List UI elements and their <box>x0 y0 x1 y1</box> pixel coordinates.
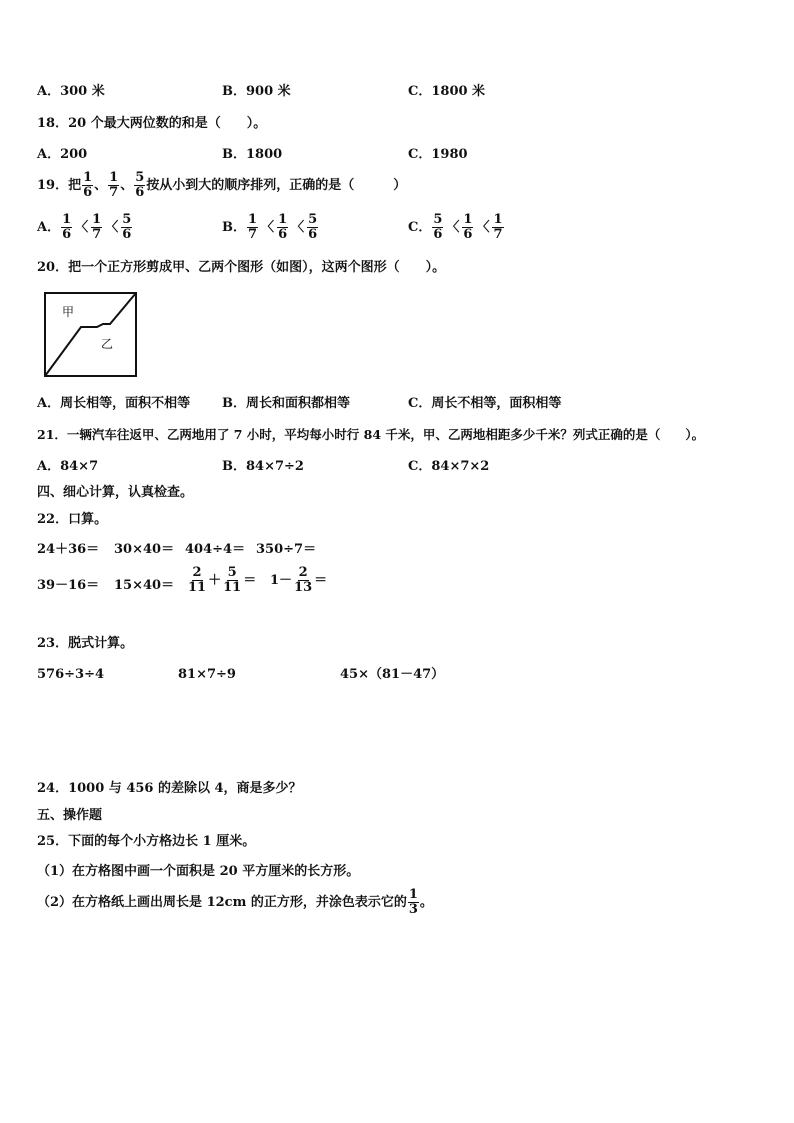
equals-sign: ＝ <box>243 572 257 588</box>
fraction: $\frac{5}{11}$ <box>223 565 242 595</box>
fraction: $\frac{1}{6}$ <box>278 212 288 242</box>
fraction: $\frac{1}{6}$ <box>62 212 72 242</box>
q18-option-b: B．1800 <box>222 147 283 162</box>
section-5-heading: 五、操作题 <box>37 808 103 823</box>
q22-item: 350÷7＝ <box>256 542 317 557</box>
q22-item: 39－16＝ <box>37 578 100 593</box>
fraction: $\frac{1}{3}$ <box>408 887 418 917</box>
part-2-text: （2）在方格纸上画出周长是 12cm 的正方形，并涂色表示它的 <box>37 894 407 910</box>
q19-fraction: $\frac{1}{7}$ <box>109 170 119 200</box>
fraction: $\frac{2}{13}$ <box>294 565 313 595</box>
q19-option-b <box>222 213 319 242</box>
q18-option-a: A．200 <box>37 147 88 162</box>
q20-option-b: B．周长和面积都相等 <box>222 396 350 411</box>
q21-option-b: B．84×7÷2 <box>222 459 304 474</box>
fraction: $\frac{2}{11}$ <box>188 565 207 595</box>
q23-item: 45×（81－47） <box>340 667 445 682</box>
fraction: $\frac{1}{7}$ <box>493 212 503 242</box>
q21-stem: 21．一辆汽车往返甲、乙两地用了 7 小时，平均每小时行 84 千米，甲、乙两地相距多少千米？列式正确的是（ ）。 <box>37 427 705 442</box>
q19-option-c <box>408 213 505 242</box>
fraction: $\frac{1}{7}$ <box>92 212 102 242</box>
q23-stem: 23．脱式计算。 <box>37 636 134 651</box>
q22-fraction-sum <box>186 566 256 595</box>
q22-stem: 22．口算。 <box>37 512 108 527</box>
less-than-sign: 〈 <box>291 219 305 235</box>
q25-part-2 <box>37 888 433 917</box>
option-label: A． <box>37 219 61 235</box>
q22-item: 24＋36＝ <box>37 542 100 557</box>
fraction: $\frac{5}{6}$ <box>308 212 318 242</box>
q19-fraction: $\frac{5}{6}$ <box>135 170 145 200</box>
q17-option-b: B．900 米 <box>222 84 291 99</box>
section-4-heading: 四、细心计算，认真检查。 <box>37 485 194 500</box>
option-label: C． <box>408 219 432 235</box>
q20-square-figure <box>44 292 138 378</box>
q19-separator: 、 <box>120 177 134 193</box>
q20-option-a: A．周长相等，面积不相等 <box>37 396 191 411</box>
q18-stem: 18．20 个最大两位数的和是（ ）。 <box>37 116 267 131</box>
q20-stem: 20．把一个正方形剪成甲、乙两个图形（如图），这两个图形（ ）。 <box>37 260 446 275</box>
expression-lead: 1－ <box>270 572 293 588</box>
less-than-sign: 〈 <box>105 219 119 235</box>
q17-option-a: A．300 米 <box>37 84 105 99</box>
less-than-sign: 〈 <box>446 219 460 235</box>
fraction: $\frac{1}{6}$ <box>463 212 473 242</box>
equals-sign: ＝ <box>314 572 328 588</box>
fraction: $\frac{1}{7}$ <box>248 212 258 242</box>
q19-stem-suffix: 按从小到大的顺序排列，正确的是（ ） <box>146 177 407 193</box>
q22-fraction-subtract <box>270 566 327 595</box>
square-outline <box>45 293 136 376</box>
cut-line <box>45 293 136 376</box>
fraction: $\frac{5}{6}$ <box>122 212 132 242</box>
q23-item: 576÷3÷4 <box>37 667 105 682</box>
less-than-sign: 〈 <box>261 219 275 235</box>
figure-label-yi: 乙 <box>101 337 114 351</box>
q25-stem: 25．下面的每个小方格边长 1 厘米。 <box>37 834 256 849</box>
fraction: $\frac{5}{6}$ <box>433 212 443 242</box>
q22-item: 404÷4＝ <box>185 542 246 557</box>
q22-item: 15×40＝ <box>114 578 175 593</box>
q19-separator: 、 <box>94 177 108 193</box>
figure-label-jia: 甲 <box>62 305 75 319</box>
q21-option-c: C．84×7×2 <box>408 459 490 474</box>
q20-option-c: C．周长不相等，面积相等 <box>408 396 562 411</box>
less-than-sign: 〈 <box>476 219 490 235</box>
q19-stem <box>37 171 406 200</box>
q19-option-a <box>37 213 133 242</box>
plus-sign: ＋ <box>208 572 222 588</box>
q25-part-1: （1）在方格图中画一个面积是 20 平方厘米的长方形。 <box>37 864 360 879</box>
part-2-suffix: 。 <box>419 894 433 910</box>
q22-item: 30×40＝ <box>114 542 175 557</box>
q24-stem: 24．1000 与 456 的差除以 4，商是多少？ <box>37 781 302 796</box>
q18-option-c: C．1980 <box>408 147 468 162</box>
less-than-sign: 〈 <box>75 219 89 235</box>
q23-item: 81×7÷9 <box>178 667 236 682</box>
q21-option-a: A．84×7 <box>37 459 99 474</box>
q19-stem-prefix: 19．把 <box>37 177 82 193</box>
q17-option-c: C．1800 米 <box>408 84 486 99</box>
q19-fraction: $\frac{1}{6}$ <box>83 170 93 200</box>
option-label: B． <box>222 219 246 235</box>
